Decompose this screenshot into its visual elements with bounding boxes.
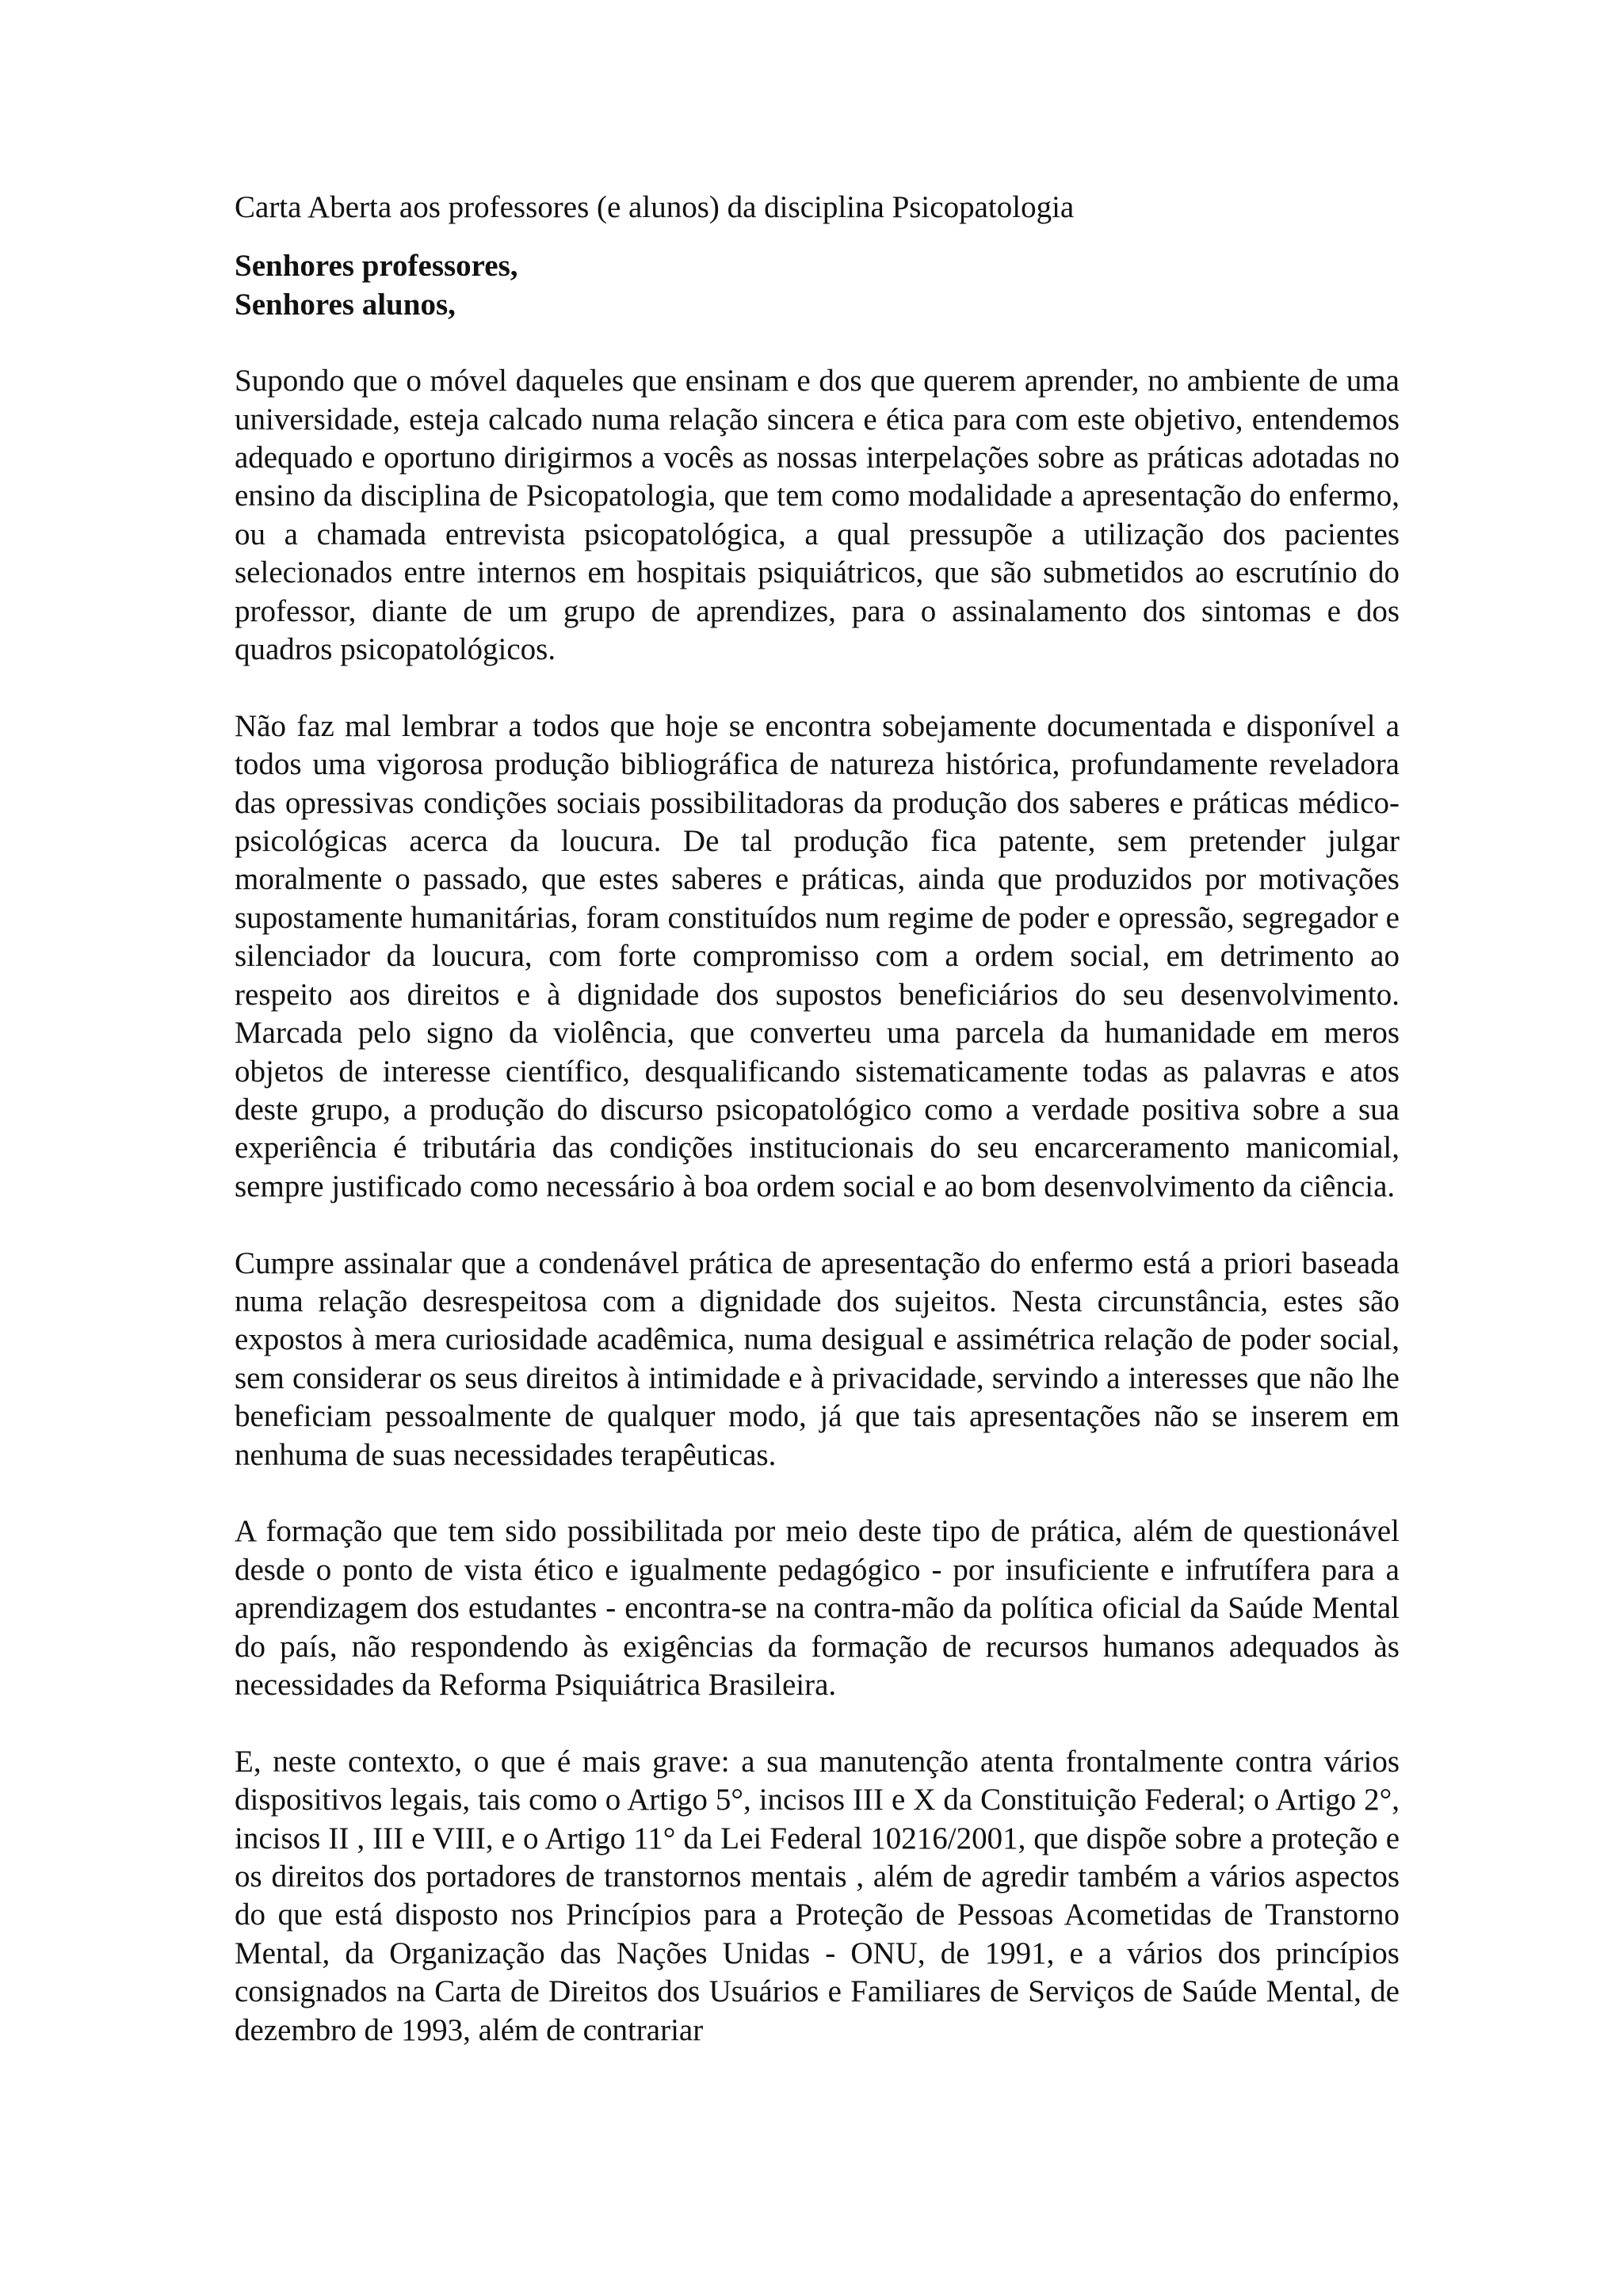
paragraph-training: A formação que tem sido possibilitada por meio deste tipo de prática, além de questionável desde o ponto de vista ético e igualmente pedagógico - por insuficiente e infrutífera para a aprendizagem dos estudantes - encontra-se na contra-mão da política oficial da Saúde Mental do país, não respondendo às exigências da formação de recursos humanos adequados às necessidades da Reforma Psiquiátrica Brasileira.: [235, 1514, 1400, 1702]
paragraph-presentation: Cumpre assinalar que a condenável prática de apresentação do enfermo está a priori baseada numa relação desrespeitosa com a dignidade dos sujeitos. Nesta circunstância, estes são expostos à mera curiosidade acadêmica, numa desigual e assimétrica relação de poder social, sem considerar os seus direitos à intimidade e à privacidade, servindo a interesses que não lhe beneficiam pessoalmente de qualquer modo, já que tais apresentações não se inserem em nenhuma de suas necessidades terapêuticas.: [235, 1245, 1400, 1472]
salutation: [235, 247, 1400, 324]
document-title: Carta Aberta aos professores (e alunos) da disciplina Psicopatologia: [235, 190, 1075, 224]
paragraph-intro: Supondo que o móvel daqueles que ensinam e dos que querem aprender, no ambiente de uma universidade, esteja calcado numa relação sincera e ética para com este objetivo, entendemos adequado e oportuno dirigirmos a vocês as nossas interpelações sobre as práticas adotadas no ensino da disciplina de Psicopatologia, que tem como modalidade a apresentação do enfermo, ou a chamada entrevista psicopatológica, a qual pressupõe a utilização dos pacientes selecionados entre internos em hospitais psiquiátricos, que são submetidos ao escrutínio do professor, diante de um grupo de aprendizes, para o assinalamento dos sintomas e dos quadros psicopatológicos.: [235, 364, 1400, 667]
salutation-line-professors: Senhores professores,: [235, 249, 518, 284]
salutation-line-students: Senhores alunos,: [235, 287, 456, 322]
paragraph-history: Não faz mal lembrar a todos que hoje se encontra sobejamente documentada e disponível a todos uma vigorosa produção bibliográfica de natureza histórica, profundamente reveladora das opressivas condições sociais possibilitadoras da produção dos saberes e práticas médico-psicológicas acerca da loucura. De tal produção fica patente, sem pretender julgar moralmente o passado, que estes saberes e práticas, ainda que produzidos por motivações supostamente humanitárias, foram constituídos num regime de poder e opressão, segregador e silenciador da loucura, com forte compromisso com a ordem social, em detrimento ao respeito aos direitos e à dignidade dos supostos beneficiários do seu desenvolvimento. Marcada pelo signo da violência, que converteu uma parcela da humanidade em meros objetos de interesse científico, desqualificando sistematicamente todas as palavras e atos deste grupo, a produção do discurso psicopatológico como a verdade positiva sobre a sua experiência é tributária das condições institucionais do seu encarceramento manicomial, sempre justificado como necessário à boa ordem social e ao bom desenvolvimento da ciência.: [235, 708, 1400, 1203]
paragraph-legal: E, neste contexto, o que é mais grave: a sua manutenção atenta frontalmente contra vários dispositivos legais, tais como o Artigo 5°, incisos III e X da Constituição Federal; o Artigo 2°, incisos II , III e VIII, e o Artigo 11° da Lei Federal 10216/2001, que dispõe sobre a proteção e os direitos dos portadores de transtornos mentais , além de agredir também a vários aspectos do que está disposto nos Princípios para a Proteção de Pessoas Acometidas de Transtorno Mental, da Organização das Nações Unidas - ONU, de 1991, e a vários dos princípios consignados na Carta de Direitos dos Usuários e Familiares de Serviços de Saúde Mental, de dezembro de 1993, além de contrariar: [235, 1744, 1400, 2047]
document-page: [235, 189, 1400, 2050]
